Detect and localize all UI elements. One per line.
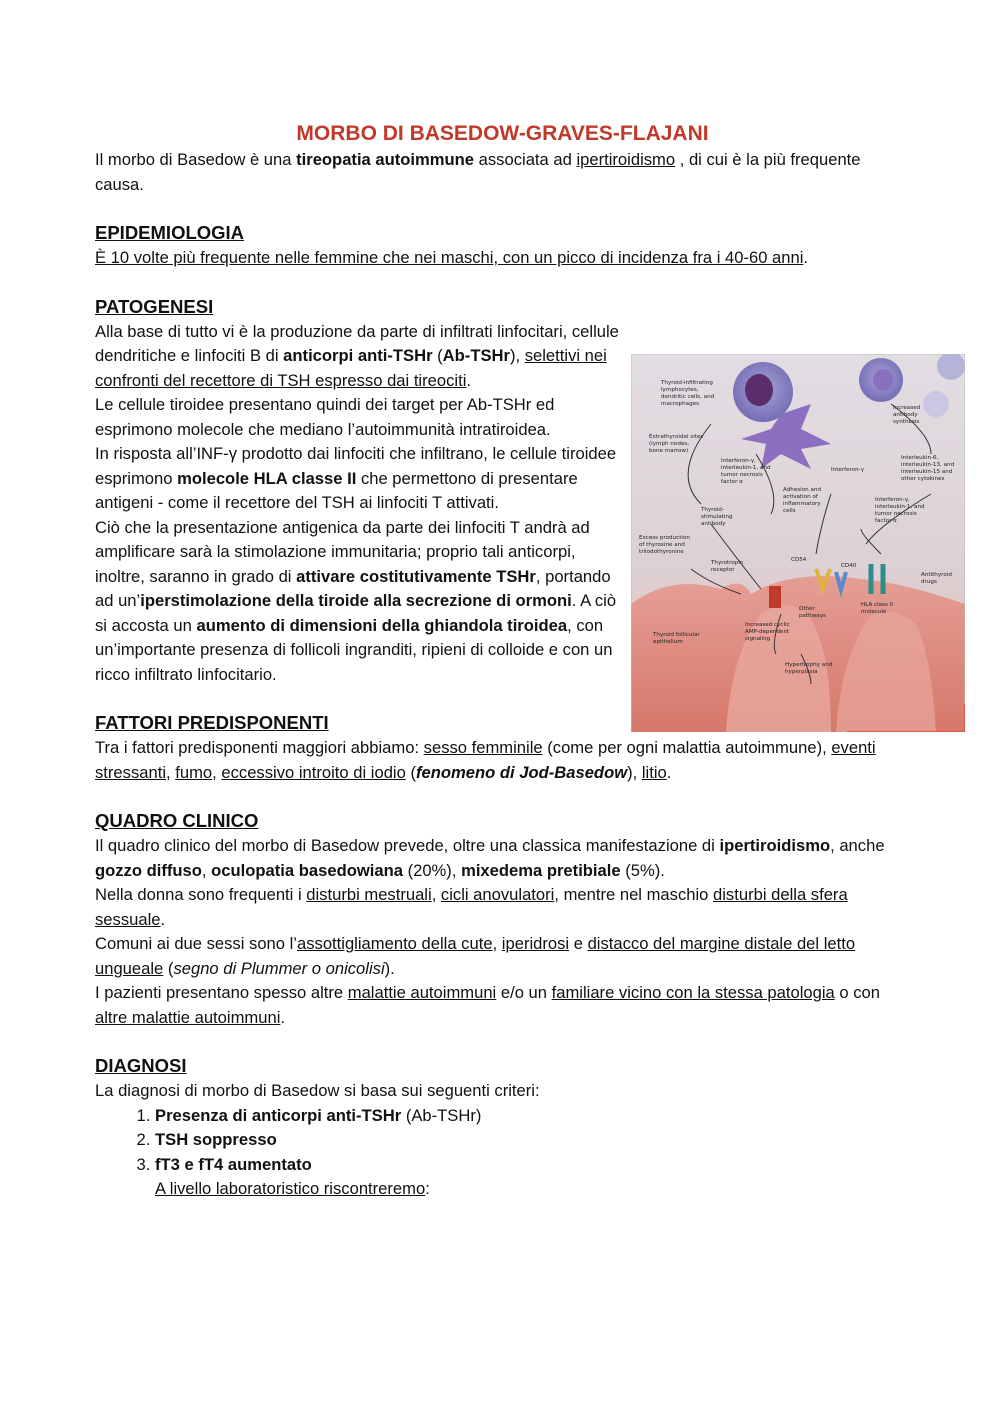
- fattori-paragraph: [95, 736, 910, 785]
- bold-text: mixedema pretibiale: [461, 860, 621, 880]
- label-line: signaling: [745, 636, 771, 642]
- bold-text: TSH soppresso: [155, 1130, 277, 1149]
- text: , portando ad un’: [95, 566, 611, 610]
- label-line: Antithyroid: [921, 572, 952, 578]
- text: (Ab-TSHr): [401, 1105, 482, 1125]
- underlined-text: cicli anovulatori: [440, 885, 555, 904]
- text: .: [466, 370, 472, 390]
- label-line: dendritic cells, and: [661, 394, 715, 400]
- text: e/o un: [496, 983, 552, 1002]
- spacer: [95, 1030, 910, 1053]
- bold-text: aumento di dimensioni della ghiandola tiroidea: [196, 615, 568, 635]
- text: . A ciò si accosta un: [95, 591, 617, 635]
- label-line: activation of: [783, 494, 818, 500]
- epidemiologia-paragraph: [95, 246, 910, 271]
- text: ,: [431, 885, 441, 904]
- text: che permettono di presentare antigeni - come il recettore del TSH ai linfociti T attivati.: [95, 468, 578, 512]
- text: Il quadro clinico del morbo di Basedow prevede, oltre una classica manifestazione di: [95, 836, 720, 855]
- text: .: [160, 909, 166, 929]
- text: Nella donna sono frequenti i: [95, 885, 307, 904]
- label-cd54: CD54: [791, 557, 807, 563]
- text: (come per ogni malattia autoimmune),: [542, 738, 832, 757]
- spacer: [95, 785, 910, 808]
- underlined-text: eventi stressanti: [95, 738, 876, 782]
- text: :: [425, 1179, 430, 1198]
- quadro-paragraph-4: [95, 981, 910, 1030]
- label-line: factor α: [721, 479, 743, 485]
- text: (5%).: [620, 860, 665, 880]
- underlined-text: litio: [641, 762, 667, 782]
- text: e: [569, 934, 588, 953]
- lab-paragraph: [95, 1177, 910, 1202]
- label-line: Increased cyclic: [745, 622, 790, 628]
- quadro-paragraph-3: [95, 932, 910, 981]
- label-line: receptor: [711, 567, 735, 573]
- label-line: Excess production: [639, 535, 690, 541]
- label-line: HLA class II: [861, 602, 894, 608]
- underlined-text: assottigliamento della cute: [297, 934, 493, 953]
- text: , mentre nel maschio: [554, 885, 714, 904]
- underlined-text: malattie autoimmuni: [347, 983, 497, 1002]
- label-line: macrophages: [661, 401, 699, 407]
- underlined-text: disturbi della sfera sessuale: [95, 885, 848, 929]
- quadro-paragraph-2: [95, 883, 910, 932]
- label-line: antibody: [893, 412, 918, 418]
- label-line: bone marrow): [649, 448, 689, 454]
- label-line: epithelium: [653, 639, 683, 645]
- label-line: cells: [783, 508, 796, 514]
- heading-epidemiologia: EPIDEMIOLOGIA: [95, 222, 245, 243]
- label-line: antibody: [701, 521, 726, 527]
- label-line: (lymph nodes,: [649, 441, 690, 447]
- text: .: [803, 248, 809, 267]
- text: ),: [627, 762, 642, 782]
- underlined-text: distacco del margine distale del letto ungueale: [95, 934, 856, 978]
- underlined-text: È 10 volte più frequente nelle femmine che nei maschi, con un picco di incidenza fra i 40-60 anni: [95, 248, 804, 267]
- text: , anche: [830, 836, 885, 855]
- label-line: Interferon-γ,: [875, 497, 910, 503]
- text: .: [280, 1007, 286, 1027]
- bold-text: iperstimolazione della tiroide alla secrezione di ormoni: [140, 591, 572, 610]
- label-line: stimulating: [701, 514, 733, 520]
- label-line: Thyroid-infiltrating: [661, 380, 713, 386]
- text: Comuni ai due sessi sono l’: [95, 934, 297, 953]
- label-ifn-mid: Interferon-γ: [831, 467, 865, 473]
- label-line: tumor necrosis: [721, 472, 763, 478]
- underlined-text: selettivi nei confronti del recettore di TSH espresso dai tireociti: [95, 346, 607, 390]
- underlined-text: ipertiroidismo: [576, 150, 676, 169]
- bold-text: oculopatia basedowiana: [211, 860, 403, 880]
- label-line: inflammatory: [783, 501, 821, 507]
- patogenesi-paragraph-1: [95, 320, 620, 394]
- label-line: interleukin-1, and: [875, 504, 925, 510]
- label-line: triiodothyronine: [639, 549, 684, 555]
- text: Tra i fattori predisponenti maggiori abbiamo:: [95, 738, 424, 757]
- text: ),: [509, 346, 525, 365]
- intro-paragraph: [95, 148, 910, 197]
- label-line: Increased: [893, 405, 921, 411]
- label-line: other cytokines: [901, 476, 945, 482]
- spacer: [95, 197, 910, 220]
- heading-quadro-clinico: QUADRO CLINICO: [95, 810, 259, 831]
- list-item: [155, 1128, 910, 1153]
- bold-text: fT3 e fT4 aumentato: [155, 1154, 312, 1174]
- bold-text: gozzo diffuso: [95, 860, 202, 880]
- heading-diagnosi: DIAGNOSI: [95, 1055, 187, 1076]
- label-line: of thyroxine and: [639, 542, 685, 548]
- bold-text: ipertiroidismo: [719, 836, 831, 855]
- label-line: Thyroid-: [701, 507, 724, 513]
- italic-text: segno di Plummer o onicolisi: [173, 958, 385, 978]
- text: , con un’importante presenza di follicoli ingranditi, ripieni di colloide e con un ricco infiltrato linfocitario.: [95, 615, 613, 684]
- heading-patogenesi: PATOGENESI: [95, 295, 214, 317]
- bold-text: molecole HLA classe II: [177, 468, 357, 488]
- bold-text: attivare costitutivamente TSHr: [296, 566, 536, 586]
- text: Il morbo di Basedow è una: [95, 150, 297, 169]
- text: ,: [212, 762, 222, 782]
- text: (20%),: [402, 860, 462, 880]
- list-item: [155, 1104, 910, 1129]
- bold-text: anticorpi anti-TSHr: [283, 346, 433, 365]
- text: Ciò che la presentazione antigenica da parte dei linfociti T andrà ad amplificare sarà la stimolazione immunitaria; proprio tali anticorpi, inoltre, saranno in grado di: [95, 517, 590, 586]
- pathogenesis-figure: [631, 354, 965, 732]
- underlined-text: A livello laboratoristico riscontreremo: [155, 1179, 426, 1198]
- text: ,: [201, 860, 212, 880]
- underlined-text: disturbi mestruali: [306, 885, 432, 904]
- text: , di cui è la più frequente causa.: [95, 150, 861, 194]
- label-line: Hypertrophy and: [785, 662, 833, 668]
- document-content: [95, 120, 955, 1202]
- label-line: factor α: [875, 518, 897, 524]
- thyrotropin-receptor: [769, 586, 781, 608]
- underlined-text: fumo: [175, 762, 213, 782]
- bold-text: Ab-TSHr: [442, 346, 510, 365]
- cell-nucleus: [745, 374, 773, 406]
- label-line: interleukin-15 and: [901, 469, 953, 475]
- patogenesi-paragraph-2: Le cellule tiroidee presentano quindi dei target per Ab-TSHr ed esprimono molecole che mediano l’autoimmunità intratiroidea.: [95, 395, 555, 439]
- text: o con: [834, 983, 880, 1002]
- label-line: Extrathyroidal sites: [649, 434, 704, 440]
- text: ,: [166, 762, 176, 782]
- heading-fattori-predisponenti: FATTORI PREDISPONENTI: [95, 712, 329, 733]
- label-line: synthesis: [893, 419, 920, 425]
- label-line: drugs: [921, 579, 937, 585]
- underlined-text: iperidrosi: [501, 934, 570, 953]
- label-line: molecule: [861, 609, 887, 615]
- label-line: Other: [799, 606, 815, 612]
- label-line: interleukin-13, and: [901, 462, 955, 468]
- label-cd40: CD40: [841, 563, 857, 569]
- diagnosi-criteria-list: [95, 1104, 910, 1178]
- spacer: [95, 271, 910, 294]
- text: (: [432, 346, 443, 365]
- label-line: lymphocytes,: [661, 387, 699, 393]
- text: associata ad: [474, 150, 577, 169]
- label-line: tumor necrosis: [875, 511, 917, 517]
- bold-text: Presenza di anticorpi anti-TSHr: [155, 1105, 402, 1125]
- patogenesi-text: [95, 320, 620, 688]
- text: ,: [492, 934, 502, 953]
- underlined-text: sesso femminile: [423, 738, 543, 757]
- label-line: pathways: [799, 613, 826, 619]
- underlined-text: familiare vicino con la stessa patologia: [551, 983, 835, 1002]
- list-item: [155, 1153, 910, 1178]
- label-line: Thyroid follicular: [653, 632, 700, 638]
- cell-nucleus: [873, 369, 893, 391]
- page-title: MORBO DI BASEDOW-GRAVES-FLAJANI: [296, 122, 709, 145]
- patogenesi-paragraph-4: [95, 516, 620, 688]
- quadro-paragraph-1: [95, 834, 910, 883]
- underlined-text: altre malattie autoimmuni: [95, 1007, 281, 1027]
- text: In risposta all’INF-γ prodotto dai linfociti che infiltrano, le cellule tiroidee esprimono: [95, 444, 617, 488]
- text: I pazienti presentano spesso altre: [95, 983, 348, 1002]
- underlined-text: eccessivo introito di iodio: [221, 762, 406, 782]
- label-increased-antibody: [893, 405, 922, 425]
- text: (: [163, 958, 174, 978]
- lymphocyte-cell: [923, 391, 949, 417]
- label-line: Interleukin-6,: [901, 455, 939, 461]
- text: ).: [384, 958, 395, 978]
- text: .: [666, 762, 672, 782]
- label-line: AMP-dependent: [745, 629, 790, 635]
- patogenesi-paragraph-3: [95, 442, 620, 516]
- text: Alla base di tutto vi è la produzione da parte di infiltrati linfocitari, cellule dendritiche e linfociti B di: [95, 321, 619, 365]
- bold-text: tireopatia autoimmune: [296, 150, 475, 169]
- label-line: Interferon-γ,: [721, 458, 756, 464]
- text: (: [405, 762, 416, 782]
- label-line: interleukin-1, and: [721, 465, 771, 471]
- bold-italic-text: fenomeno di Jod-Basedow: [415, 762, 628, 782]
- label-line: hyperplasia: [785, 669, 818, 675]
- label-line: Adhesion and: [783, 487, 822, 493]
- label-line: Thyrotropin: [711, 560, 744, 566]
- diagnosi-intro: La diagnosi di morbo di Basedow si basa sui seguenti criteri:: [95, 1081, 540, 1100]
